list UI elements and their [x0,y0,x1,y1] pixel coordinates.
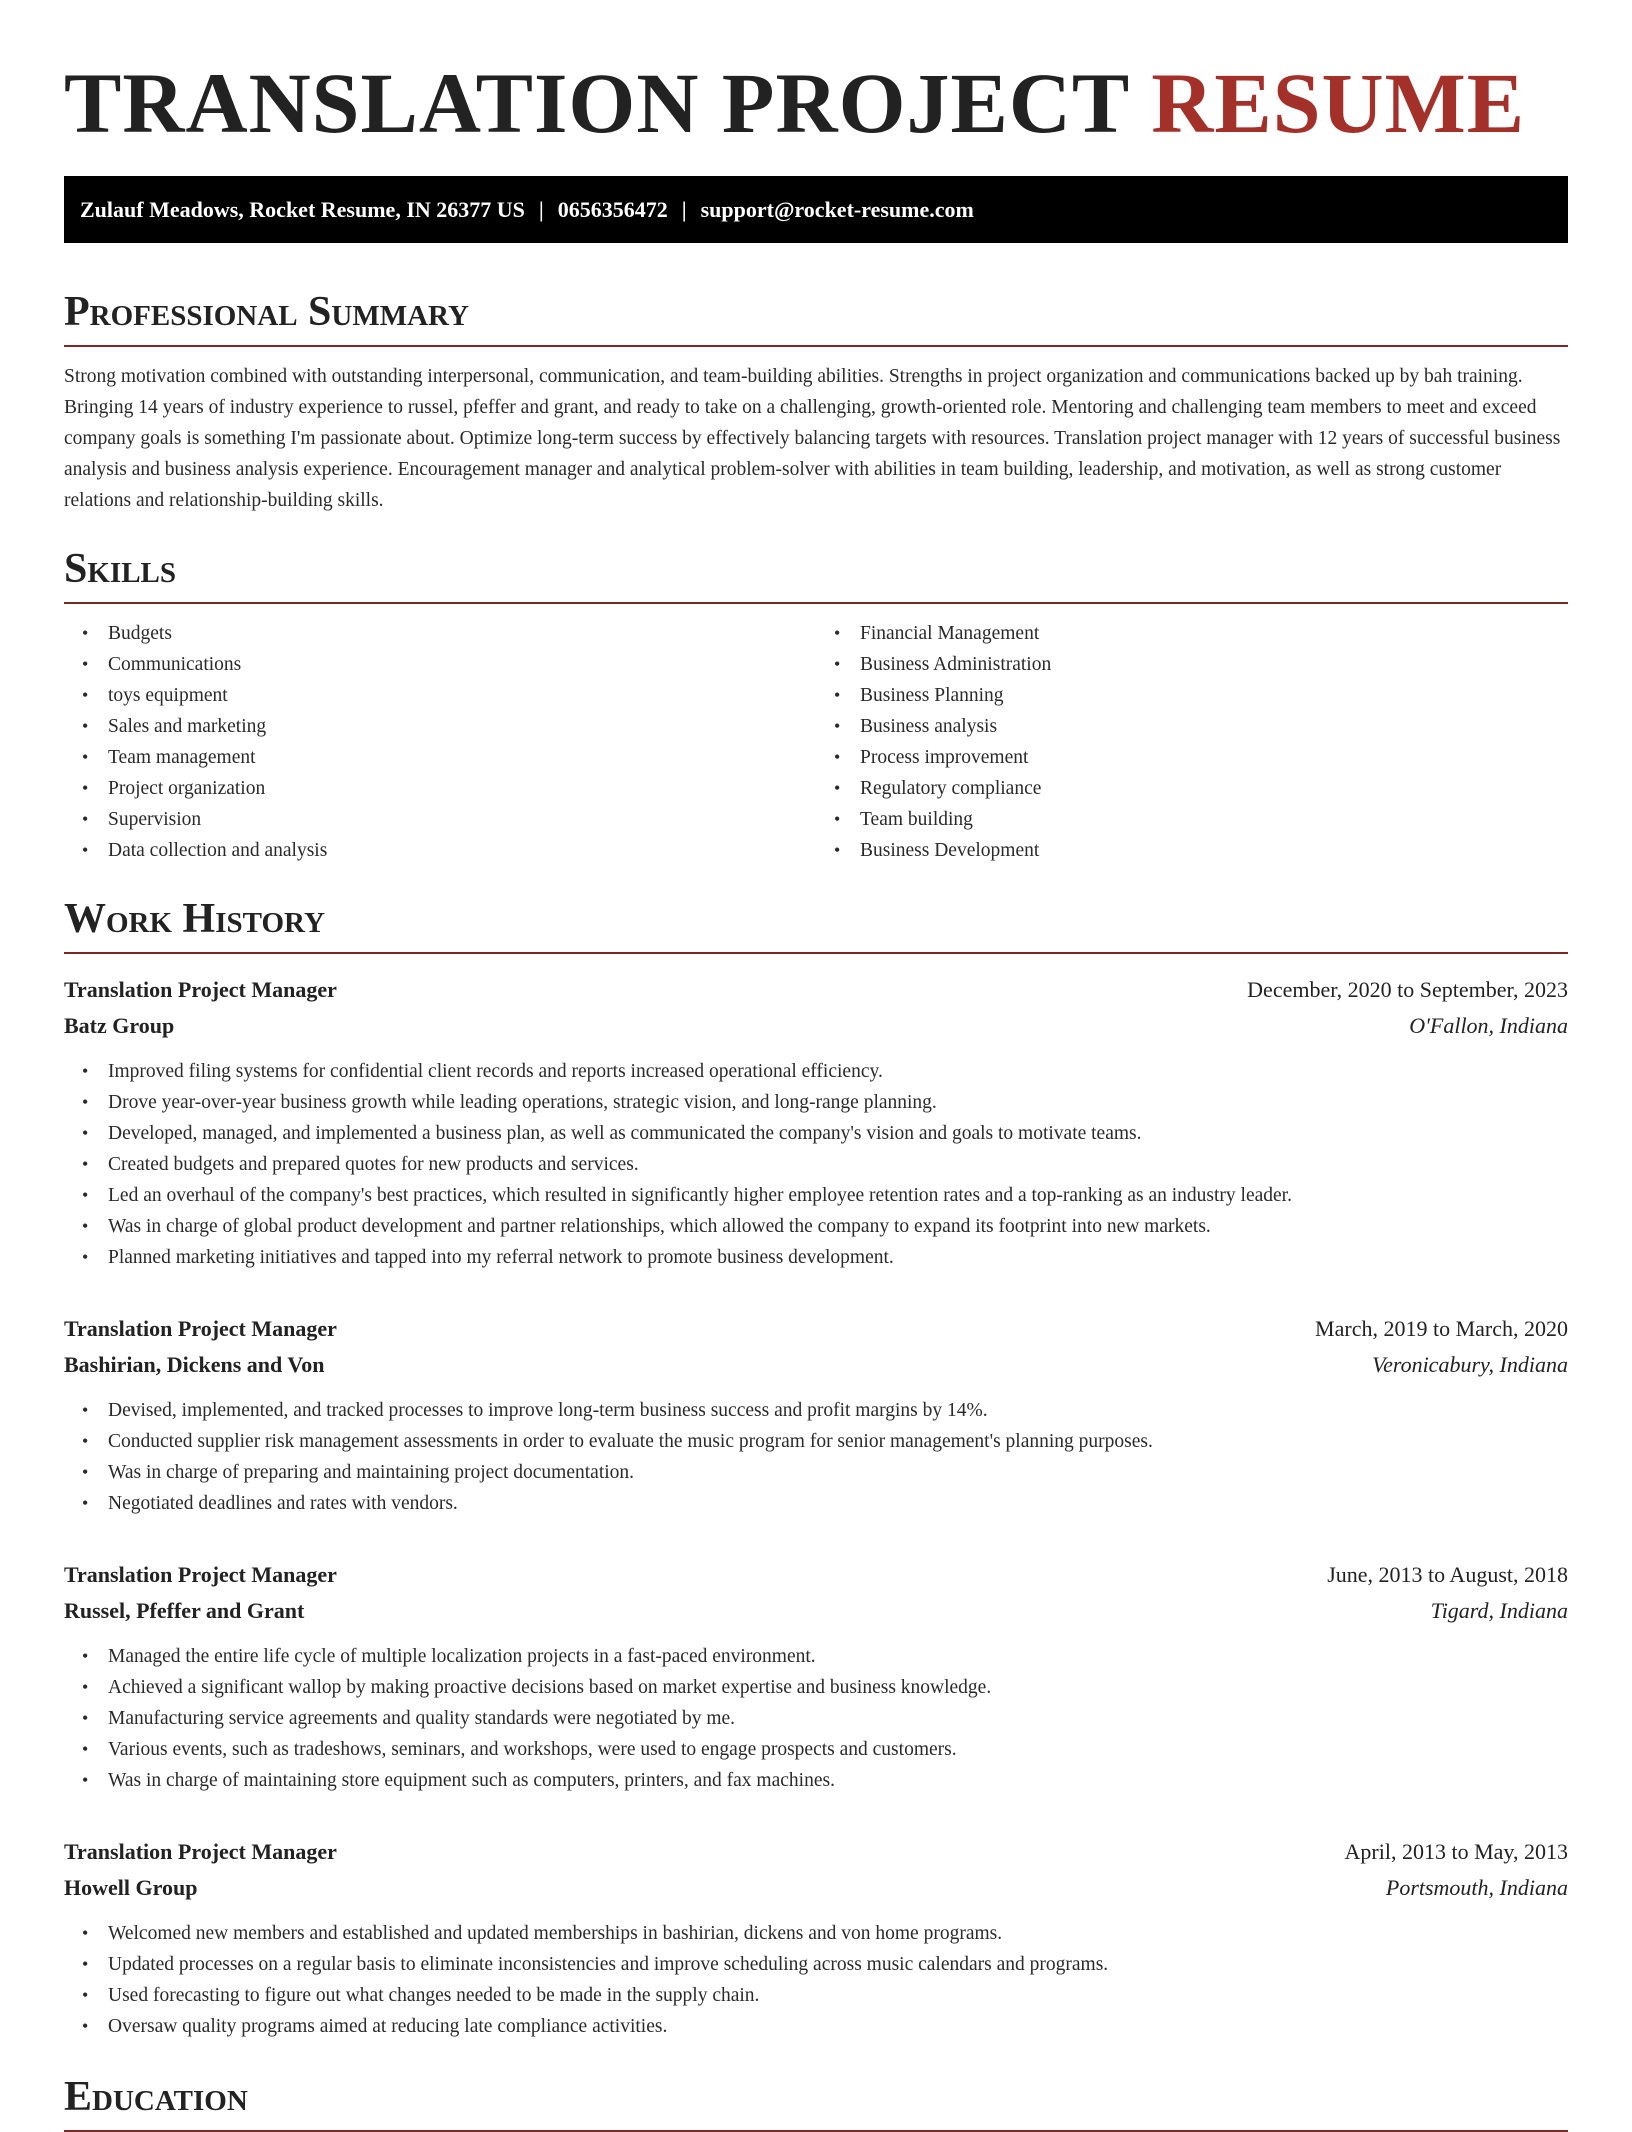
job-location: Tigard, Indiana [1430,1598,1568,1623]
skills-heading: Skills [64,544,1568,604]
work-history-heading: Work History [64,894,1568,954]
job-bullet: • Updated processes on a regular basis to eliminate inconsistencies and improve scheduling across music calendars and programs. [108,1949,1568,1980]
job-bullet: • Managed the entire life cycle of multiple localization projects in a fast-paced environment. [108,1641,1568,1672]
contact-bar [64,176,1568,243]
skill-item: • Financial Management [860,618,1568,649]
skill-item: • Business analysis [860,711,1568,742]
skill-item: • Data collection and analysis [108,835,816,866]
job-bullets [64,1918,1568,2042]
skills-column-right [816,618,1568,866]
contact-separator: | [681,197,687,222]
job-header [64,1557,1568,1593]
job-bullet: • Oversaw quality programs aimed at reducing late compliance activities. [108,2011,1568,2042]
skill-item: • Process improvement [860,742,1568,773]
job-bullet: • Conducted supplier risk management assessments in order to evaluate the music program for senior management's planning purposes. [108,1426,1568,1457]
skills-list [64,618,1568,866]
job-bullet: • Devised, implemented, and tracked processes to improve long-term business success and profit margins by 14%. [108,1395,1568,1426]
skill-item: • Project organization [108,773,816,804]
education-heading: Education [64,2072,1568,2132]
resume-title [64,0,1568,172]
job-entry [64,1311,1568,1519]
job-company: Russel, Pfeffer and Grant [64,1598,305,1623]
job-entry [64,1557,1568,1796]
skill-item: • Business Administration [860,649,1568,680]
job-location: Veronicabury, Indiana [1372,1352,1568,1377]
job-subheader [64,1347,1568,1383]
contact-email: support@rocket-resume.com [700,197,974,222]
job-location: O'Fallon, Indiana [1409,1013,1568,1038]
job-bullet: • Developed, managed, and implemented a business plan, as well as communicated the company's vision and goals to motivate teams. [108,1118,1568,1149]
title-accent: RESUME [1151,55,1526,151]
skills-column-left [64,618,816,866]
job-bullet: • Led an overhaul of the company's best practices, which resulted in significantly higher employee retention rates and a top-ranking as an industry leader. [108,1180,1568,1211]
skill-item: • Team building [860,804,1568,835]
job-dates: March, 2019 to March, 2020 [1315,1316,1568,1341]
job-header [64,972,1568,1008]
skill-item: • Business Planning [860,680,1568,711]
skill-item: • Regulatory compliance [860,773,1568,804]
job-title: Translation Project Manager [64,1562,337,1587]
title-main: TRANSLATION PROJECT [64,55,1129,151]
job-bullet: • Was in charge of maintaining store equipment such as computers, printers, and fax machines. [108,1765,1568,1796]
job-location: Portsmouth, Indiana [1385,1875,1568,1900]
skill-item: • Sales and marketing [108,711,816,742]
job-entry [64,1834,1568,2042]
job-bullets [64,1395,1568,1519]
skill-item: • Team management [108,742,816,773]
job-entry [64,972,1568,1273]
job-bullet: • Manufacturing service agreements and quality standards were negotiated by me. [108,1703,1568,1734]
contact-phone: 0656356472 [557,197,668,222]
job-dates: April, 2013 to May, 2013 [1344,1839,1568,1864]
job-bullet: • Negotiated deadlines and rates with vendors. [108,1488,1568,1519]
job-bullet: • Drove year-over-year business growth while leading operations, strategic vision, and long-range planning. [108,1087,1568,1118]
job-bullet: • Planned marketing initiatives and tapped into my referral network to promote business development. [108,1242,1568,1273]
job-dates: June, 2013 to August, 2018 [1327,1562,1568,1587]
job-bullet: • Achieved a significant wallop by making proactive decisions based on market expertise and business knowledge. [108,1672,1568,1703]
job-bullets [64,1641,1568,1796]
job-title: Translation Project Manager [64,1316,337,1341]
job-company: Howell Group [64,1875,198,1900]
job-subheader [64,1008,1568,1044]
job-bullets [64,1056,1568,1273]
contact-separator: | [538,197,544,222]
job-company: Bashirian, Dickens and Von [64,1352,325,1377]
job-bullet: • Created budgets and prepared quotes for new products and services. [108,1149,1568,1180]
job-dates: December, 2020 to September, 2023 [1247,977,1568,1002]
job-bullet: • Was in charge of global product development and partner relationships, which allowed the company to expand its footprint into new markets. [108,1211,1568,1242]
skill-item: • Communications [108,649,816,680]
job-subheader [64,1870,1568,1906]
skill-item: • Business Development [860,835,1568,866]
skill-item: • Supervision [108,804,816,835]
job-bullet: • Welcomed new members and established and updated memberships in bashirian, dickens and von home programs. [108,1918,1568,1949]
summary-heading: Professional Summary [64,287,1568,347]
job-subheader [64,1593,1568,1629]
contact-address: Zulauf Meadows, Rocket Resume, IN 26377 US [80,197,525,222]
job-bullet: • Used forecasting to figure out what changes needed to be made in the supply chain. [108,1980,1568,2011]
job-title: Translation Project Manager [64,977,337,1002]
summary-text: Strong motivation combined with outstanding interpersonal, communication, and team-building abilities. Strengths in project organization and communications backed up by bah training. Bringing 14 years of industry experience to russel, pfeffer and grant, and ready to take on a challenging, growth-oriented role. Mentoring and challenging team members to meet and exceed company goals is something I'm passionate about. Optimize long-term success by effectively balancing targets with resources. Translation project manager with 12 years of successful business analysis and business analysis experience. Encouragement manager and analytical problem-solver with abilities in team building, leadership, and motivation, as well as strong customer relations and relationship-building skills. [64,366,1561,511]
job-header [64,1311,1568,1347]
job-company: Batz Group [64,1013,175,1038]
skill-item: • Budgets [108,618,816,649]
job-header [64,1834,1568,1870]
job-bullet: • Was in charge of preparing and maintaining project documentation. [108,1457,1568,1488]
job-bullet: • Improved filing systems for confidential client records and reports increased operational efficiency. [108,1056,1568,1087]
skill-item: • toys equipment [108,680,816,711]
job-bullet: • Various events, such as tradeshows, seminars, and workshops, were used to engage prospects and customers. [108,1734,1568,1765]
job-title: Translation Project Manager [64,1839,337,1864]
